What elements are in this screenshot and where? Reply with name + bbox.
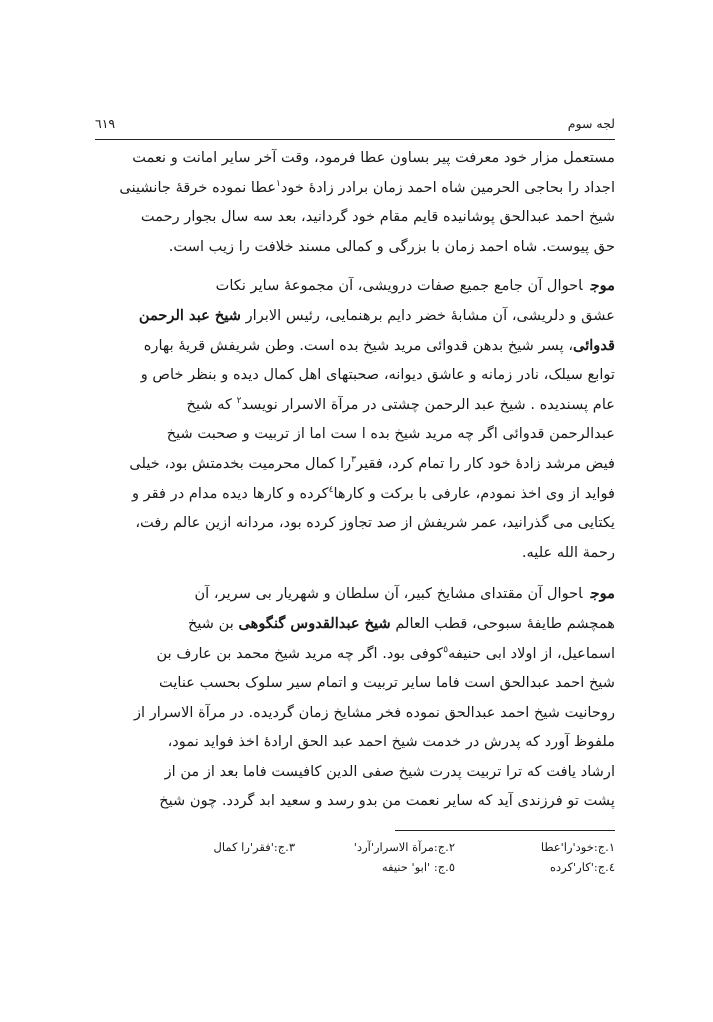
footnote: ١.ج:خود'را'عطا [540, 840, 615, 855]
text-line [95, 609, 615, 639]
footnote-row [95, 857, 615, 877]
text-line: یکتایی می گذرانید، عمر شریفش از صد تجاوز کرده بود، مردانه ازین عالم رفت، [135, 514, 615, 532]
paragraph-3 [95, 579, 615, 816]
footnote-marker: ٤ [328, 484, 334, 495]
text-span: بن شیخ [187, 614, 234, 632]
text-line [95, 331, 615, 361]
text-span: کرده و کارها دیده مدام در فقر و [131, 484, 329, 502]
text-line [95, 173, 615, 203]
text-span: احوال آن جامع جمیع صفات درویشی، آن مجموعهٔ سایر نکات [215, 277, 583, 295]
text-line: مستعمل مزار خود معرفت پیر بساون عطا فرمود، وقت آخر سایر امانت و نعمت [132, 149, 615, 166]
text-line [95, 579, 615, 609]
footnote: ٤.ج:'کار'کرده [550, 860, 615, 875]
text-line [95, 271, 615, 301]
bold-name: شیخ عبد الرحمن [138, 306, 241, 324]
document-page [95, 116, 615, 877]
paragraph-1 [95, 143, 615, 261]
text-span: اسماعیل، از اولاد ابی حنیفه [448, 644, 615, 662]
text-line: ملفوظ آورد که پدرش در خدمت شیخ احمد عبد الحق ارادهٔ اخذ فواید نمود، [167, 733, 615, 751]
section-heading: موج [590, 277, 615, 295]
text-line: عبدالرحمن قدوائی اگر چه مرید شیخ بده ا ست اما از تربیت و صحبت شیخ [166, 425, 615, 443]
text-line [95, 390, 615, 420]
footnotes [95, 837, 615, 877]
text-span: عشق و دلریشی، آن مشابهٔ خضر دایم برهنمایی، رئیس الابرار [245, 306, 615, 324]
text-line [95, 639, 615, 669]
footnote-marker: ٢ [236, 395, 242, 406]
text-span: عطا نموده خرقهٔ جانشینی [119, 178, 277, 196]
text-line: توابع سیلک، نادر زمانه و عاشق دیوانه، صحبتهای اهل کمال دیده و بنظر خاص و [140, 366, 615, 384]
text-span: کوفی بود. اگر چه مرید شیخ محمد بن عارف بن [156, 644, 444, 662]
text-line: شیخ احمد عبدالحق است فاما سایر تربیت و اتمام سیر سلوک بحسب عنایت [159, 674, 615, 692]
footnote-marker: ١ [276, 178, 281, 189]
text-span: که شیخ [186, 395, 232, 413]
bold-name: قدوائی [573, 336, 615, 354]
section-heading: موج [590, 585, 615, 603]
text-span: همچشم طایفهٔ سبوحی، قطب العالم [395, 614, 615, 632]
text-line [95, 479, 615, 509]
text-span: فیض مرشد زادهٔ خود کار را تمام کرد، فقیر [356, 454, 615, 472]
text-line: روحانیت شیخ احمد عبدالحق نموده فخر مشایخ زمان گردیده. در مرآة الاسرار از [133, 703, 615, 721]
text-span: عام پسندیده . شیخ عبد الرحمن چشتی در مرآة الاسرار نویسد [241, 395, 615, 413]
text-line: ارشاد یافت که ترا تربیت پدرت شیخ صفی الدین کافیست فاما بعد از من از [164, 762, 615, 780]
footnote: ٢.ج:مرآة الاسرار'آرد' [353, 840, 455, 855]
page-header [95, 116, 615, 140]
bold-name: شیخ عبدالقدوس گنگوهی [238, 614, 391, 632]
footnote-row [95, 837, 615, 857]
text-span: احوال آن مقتدای مشایخ کبیر، آن سلطان و شهریار بی سریر، آن [194, 585, 583, 603]
text-line: حق پیوست. شاه احمد زمان با بزرگی و کمالی مسند خلافت را زیب است. [168, 237, 615, 255]
footnote: ٣.ج:'فقر'را کمال [213, 840, 295, 855]
footnote-marker: ٥ [443, 644, 449, 655]
text-line: شیخ احمد عبدالحق پوشانیده قایم مقام خود گردانید، بعد سه سال بجوار رحمت [140, 208, 615, 226]
text-span: اجداد را بحاجی الحرمین شاه احمد زمان برادر زادهٔ خود [280, 178, 615, 196]
text-line: رحمة الله علیه. [521, 543, 615, 561]
page-number: ٦١٩ [95, 116, 116, 131]
text-span: ، پسر شیخ بدهن قدوائی مرید شیخ بده است. وطن شریفش قریهٔ بهاره [143, 336, 574, 354]
footnote: ٥.ج: 'ابو' حنیفه [381, 860, 455, 875]
footnote-marker: ٣ [351, 455, 357, 466]
text-span: فواید از وی اخذ نمودم، عارفی با برکت و کارها [333, 484, 615, 502]
text-line [95, 449, 615, 479]
running-title: لجه سوم [567, 116, 615, 131]
text-span: را کمال محرمیت بخدمتش بود، خیلی [129, 454, 352, 472]
paragraph-2 [95, 271, 615, 567]
footnote-divider [395, 830, 615, 831]
text-line [95, 301, 615, 331]
text-line: پشت تو فرزندی آید که سایر نعمت من بدو رسد و سعید ابد گردد. چون شیخ [159, 792, 615, 810]
